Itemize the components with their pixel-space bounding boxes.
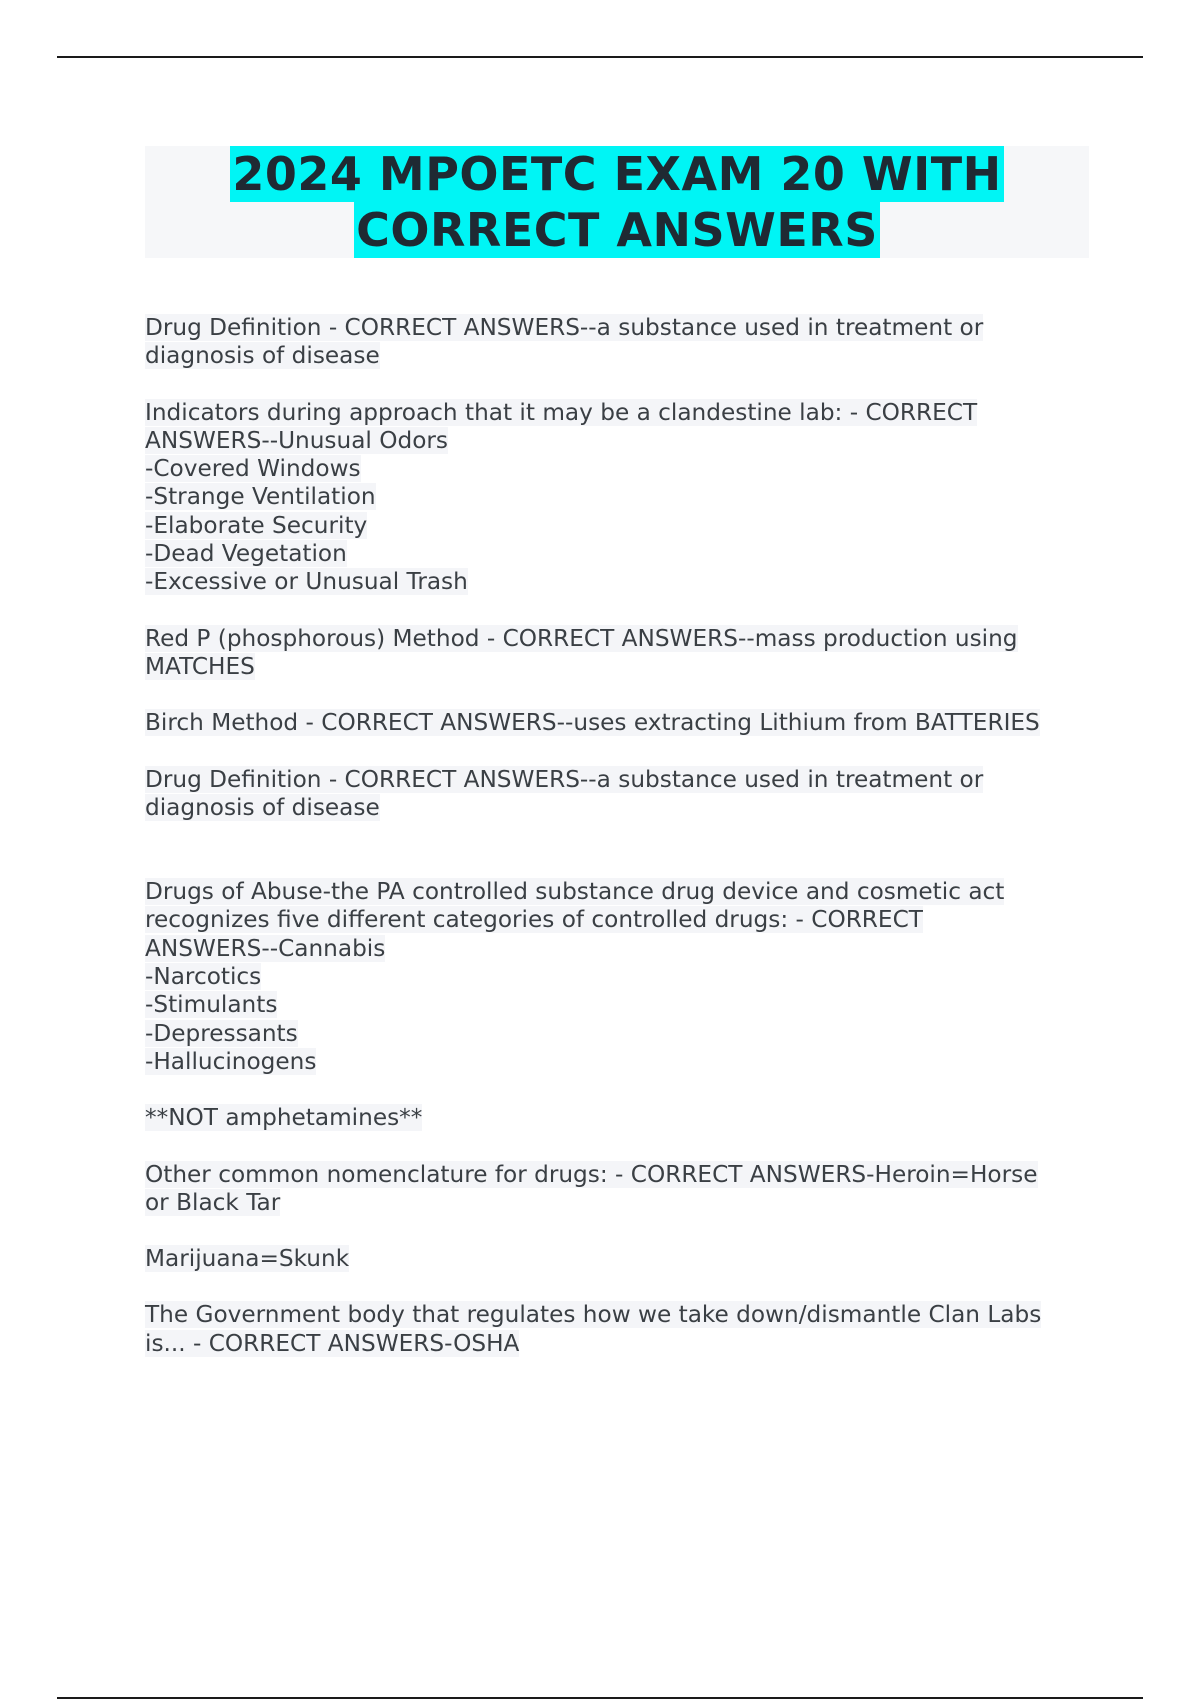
qa-content [145, 314, 1105, 1358]
qa-note: **NOT amphetamines** [145, 1104, 423, 1132]
document-title [145, 146, 1089, 258]
qa-entry: Indicators during approach that it may be a clandestine lab: - CORRECT ANSWERS--Unusual Odors -Covered Windows -Strange Ventilation -Elaborate Security -Dead Vegetation -Excessive or Unusual Trash [145, 398, 978, 596]
qa-entry: Red P (phosphorous) Method - CORRECT ANSWERS--mass production using MATCHES [145, 624, 1018, 680]
header-rule [57, 56, 1143, 58]
qa-entry: Marijuana=Skunk [145, 1245, 350, 1273]
qa-entry: Drugs of Abuse-the PA controlled substance drug device and cosmetic act recognizes five different categories of controlled drugs: - CORRECT ANSWERS--Cannabis -Narcotics -Stimulants -Depressants -Hallucinogens [145, 878, 1005, 1075]
title-line-2: CORRECT ANSWERS [356, 203, 878, 257]
title-line-1: 2024 MPOETC EXAM 20 WITH [232, 147, 1002, 201]
qa-entry: Drug Definition - CORRECT ANSWERS--a substance used in treatment or diagnosis of disease [145, 314, 984, 370]
qa-entry: The Government body that regulates how we take down/dismantle Clan Labs is... - CORRECT ANSWERS-OSHA [145, 1301, 1042, 1357]
qa-entry: Other common nomenclature for drugs: - CORRECT ANSWERS-Heroin=Horse or Black Tar [145, 1160, 1038, 1216]
qa-entry: Birch Method - CORRECT ANSWERS--uses extracting Lithium from BATTERIES [145, 709, 1040, 737]
footer-rule [57, 1697, 1143, 1699]
qa-entry: Drug Definition - CORRECT ANSWERS--a substance used in treatment or diagnosis of disease [145, 765, 984, 821]
